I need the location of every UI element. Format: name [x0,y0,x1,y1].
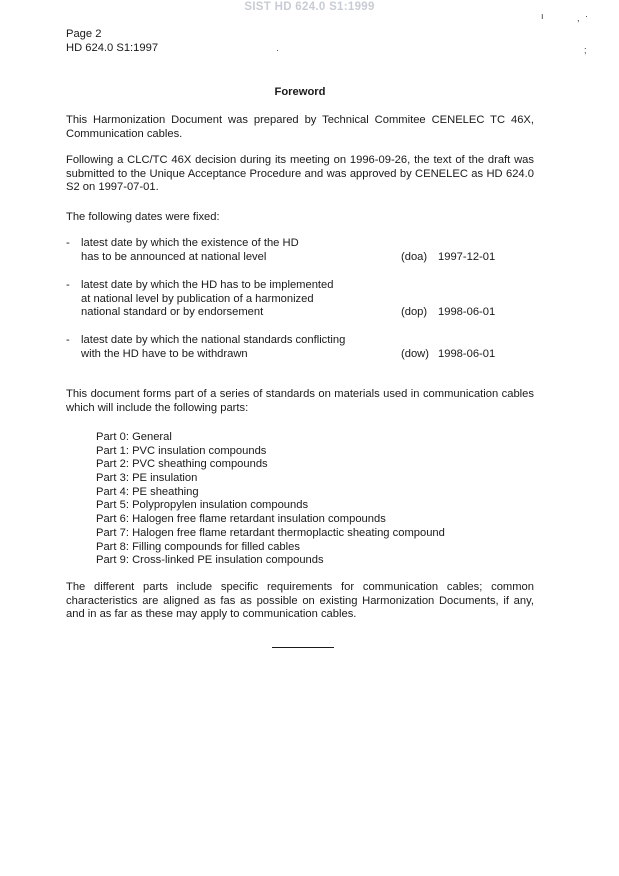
list-item: Part 2: PVC sheathing compounds [96,458,268,471]
date-code: (dow) [401,347,429,360]
date-value: 1998-06-01 [438,347,496,360]
page-header [66,28,158,55]
watermark-text: SIST HD 624.0 S1:1999 [244,1,375,13]
date-item-text [81,279,381,320]
paragraph-dates-lead: The following dates were fixed: [66,211,220,223]
scan-speck: · [585,11,588,21]
closing-rule [272,647,334,648]
date-item-line: latest date by which the HD has to be implemented [81,279,334,291]
page-number: Page 2 [66,28,102,40]
paragraph-approval: Following a CLC/TC 46X decision during its meeting on 1996-09-26, the text of the draft was submitted to the Unique Acceptance Procedure and was approved by CENELEC as HD 624.0 S2 on 1997-07-01. [66,154,534,194]
section-title: Foreword [274,86,326,98]
date-item-line: latest date by which the national standards conflicting [81,334,346,346]
parts-list [96,431,445,568]
list-item: Part 6: Halogen free flame retardant insulation compounds [96,513,386,526]
list-item: Part 8: Filling compounds for filled cables [96,540,300,553]
list-item: Part 1: PVC insulation compounds [96,444,267,457]
date-item-line: has to be announced at national level [81,250,267,263]
list-item: Part 3: PE insulation [96,472,198,485]
date-item-text [81,237,381,264]
scan-speck: · [276,45,279,55]
list-item: Part 0: General [96,431,172,443]
date-code: (doa) [401,250,428,263]
paragraph-closing: The different parts include specific requirements for communication cables; common characteristics are aligned as fas as possible on existing Harmonization Documents, if any, and in as far as these may apply to communication cables. [66,581,534,621]
list-item: Part 5: Polypropylen insulation compounds [96,499,309,512]
document-id: HD 624.0 S1:1997 [66,41,159,54]
date-code: (dop) [401,306,428,319]
date-item-line: with the HD have to be withdrawn [81,347,248,360]
list-item: Part 7: Halogen free flame retardant thermoplactic sheating compound [96,526,445,539]
date-item-line: latest date by which the existence of the HD [81,237,299,249]
list-dash: - [66,237,70,249]
date-item-line: national standard or by endorsement [81,306,264,319]
list-dash: - [66,279,70,291]
paragraph-series: This document forms part of a series of standards on materials used in communication cables which will include the following parts: [66,388,534,414]
scan-speck: ; [584,45,587,55]
scan-speck: , [577,13,580,23]
paragraph-intro: This Harmonization Document was prepared by Technical Commitee CENELEC TC 46X, Communication cables. [66,114,534,140]
date-value: 1998-06-01 [438,306,496,319]
date-item-line: at national level by publication of a harmonized [81,292,314,305]
list-dash: - [66,334,70,346]
list-item: Part 4: PE sheathing [96,485,199,498]
list-item: Part 9: Cross-linked PE insulation compounds [96,554,324,567]
scan-speck: ı [541,11,544,21]
date-item-text [81,334,381,361]
date-value: 1997-12-01 [438,250,496,263]
